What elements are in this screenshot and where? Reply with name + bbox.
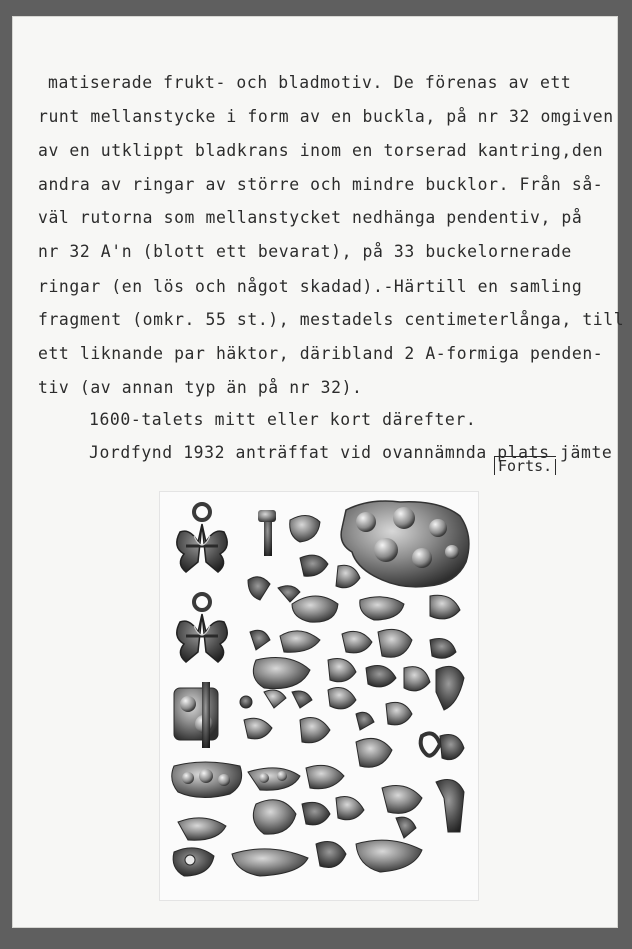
text-line-2: runt mellanstycke i form av en buckla, på nr 32 omgiven	[38, 107, 614, 126]
fragments-illustration	[160, 492, 478, 900]
text-line-1: matiserade frukt- och bladmotiv. De förenas av ett	[48, 73, 572, 92]
large-boss-plate	[341, 501, 469, 587]
metal-fragments-photo	[159, 491, 479, 901]
a-pendant-2	[177, 594, 227, 662]
text-line-6: nr 32 A'n (blott ett bevarat), på 33 buckelornerade	[38, 242, 572, 261]
boss-piece-left	[174, 682, 218, 748]
text-line-5: väl rutorna som mellanstycket nedhänga pendentiv, på	[38, 208, 583, 227]
text-line-10: tiv (av annan typ än på nr 32).	[38, 378, 363, 397]
text-line-12: Jordfynd 1932 anträffat vid ovannämnda plats jämte	[89, 443, 613, 462]
text-line-11: 1600-talets mitt eller kort därefter.	[89, 410, 477, 429]
continuation-marker: Forts.	[494, 456, 556, 475]
a-pendant-1	[177, 504, 227, 572]
document-page	[12, 16, 625, 928]
text-line-4: andra av ringar av större och mindre bucklor. Från så-	[38, 175, 604, 194]
text-line-7: ringar (en lös och något skadad).-Härtill en samling	[38, 277, 583, 296]
text-line-9: ett liknande par häktor, däribland 2 A-formiga penden-	[38, 344, 604, 363]
boss-strip-lower	[172, 762, 344, 798]
text-line-8: fragment (omkr. 55 st.), mestadels centimeterlånga, till	[38, 310, 625, 329]
mid-fragments	[240, 688, 464, 768]
text-line-3: av en utklippt bladkrans inom en torserad kantring,den	[38, 141, 604, 160]
